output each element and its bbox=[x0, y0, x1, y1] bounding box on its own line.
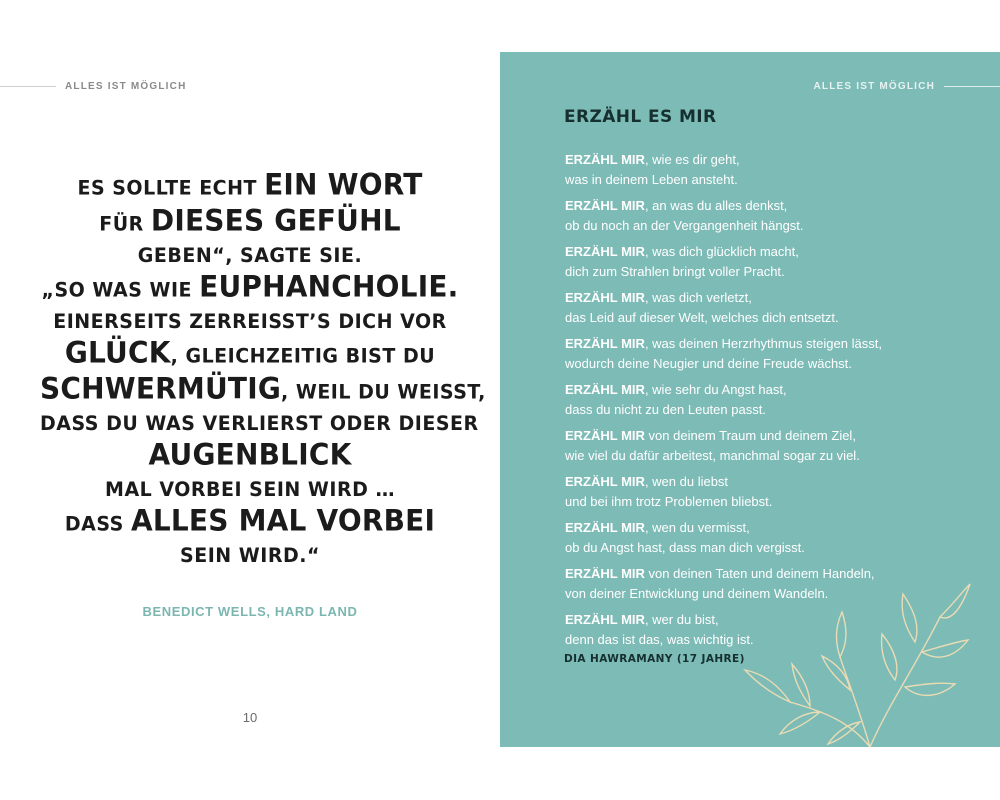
stanza-lead: ERZÄHL MIR bbox=[565, 198, 645, 213]
poem-stanza bbox=[565, 472, 975, 511]
leaf-branch-illustration bbox=[700, 572, 1000, 747]
poem-stanza bbox=[565, 518, 975, 557]
quote-line bbox=[40, 412, 479, 436]
quote-text: ES SOLLTE ECHT bbox=[77, 176, 265, 200]
quote-line bbox=[40, 480, 460, 500]
running-head: ALLES IST MÖGLICH bbox=[813, 81, 935, 92]
stanza-line-2: wodurch deine Neugier und deine Freude wächst. bbox=[565, 355, 852, 371]
stanza-line-2: denn das ist das, was wichtig ist. bbox=[565, 631, 754, 647]
stanza-lead: ERZÄHL MIR bbox=[565, 336, 645, 351]
stanza-line-1: , wie es dir geht, bbox=[644, 152, 740, 167]
poem-author: DIA HAWRAMANY (17 JAHRE) bbox=[564, 653, 745, 665]
quote-line bbox=[40, 335, 460, 371]
stanza-line-2: dass du nicht zu den Leuten passt. bbox=[565, 401, 766, 417]
stanza-line-2: von deiner Entwicklung und deinem Wandeln. bbox=[565, 585, 829, 601]
stanza-line-1: von deinen Taten und deinem Handeln, bbox=[644, 566, 875, 581]
quote-emphasis: EUPHANCHOLIE. bbox=[199, 269, 459, 304]
page-number: 10 bbox=[242, 710, 258, 725]
quote-line bbox=[40, 203, 460, 238]
stanza-line-1: , wen du vermisst, bbox=[644, 520, 750, 535]
quote-text: „SO WAS WIE bbox=[41, 278, 200, 302]
stanza-lead: ERZÄHL MIR bbox=[565, 428, 645, 443]
stanza-line-1: , was deinen Herzrhythmus steigen lässt, bbox=[644, 336, 882, 351]
stanza-line-2: ob du noch an der Vergangenheit hängst. bbox=[565, 217, 804, 233]
stanza-line-1: , wie sehr du Angst hast, bbox=[644, 382, 787, 397]
quote-emphasis: SCHWERMÜTIG bbox=[40, 371, 282, 406]
quote-line bbox=[40, 437, 460, 472]
quote-line bbox=[40, 167, 460, 203]
poem-stanza bbox=[565, 150, 975, 189]
stanza-line-2: wie viel du dafür arbeitest, manchmal sogar zu viel. bbox=[565, 447, 860, 463]
poem-title: ERZÄHL ES MIR bbox=[564, 107, 717, 127]
quote-line bbox=[40, 269, 460, 304]
stanza-line-1: , an was du alles denkst, bbox=[644, 198, 788, 213]
running-head-rule bbox=[944, 86, 1000, 87]
stanza-line-1: von deinem Traum und deinem Ziel, bbox=[644, 428, 856, 443]
poem-stanza bbox=[565, 242, 975, 281]
poem-stanza bbox=[565, 288, 975, 327]
stanza-lead: ERZÄHL MIR bbox=[565, 474, 645, 489]
stanza-line-2: das Leid auf dieser Welt, welches dich entsetzt. bbox=[565, 309, 839, 325]
quote-line bbox=[40, 246, 460, 266]
poem-stanza bbox=[565, 334, 975, 373]
running-head: ALLES IST MÖGLICH bbox=[65, 81, 187, 92]
stanza-lead: ERZÄHL MIR bbox=[565, 612, 645, 627]
quote-emphasis: ALLES MAL VORBEI bbox=[130, 503, 436, 539]
stanza-line-1: , was dich verletzt, bbox=[644, 290, 752, 305]
running-head-rule bbox=[0, 86, 56, 87]
quote-emphasis: AUGENBLICK bbox=[148, 437, 352, 472]
quote-text: GEBEN“, SAGTE SIE. bbox=[137, 244, 363, 268]
stanza-lead: ERZÄHL MIR bbox=[565, 152, 645, 167]
poem-stanza bbox=[565, 380, 975, 419]
stanza-line-2: und bei ihm trotz Problemen bliebst. bbox=[565, 493, 773, 509]
stanza-lead: ERZÄHL MIR bbox=[565, 382, 645, 397]
stanza-line-1: , wen du liebst bbox=[644, 474, 729, 489]
quote-emphasis: DIESES GEFÜHL bbox=[150, 203, 401, 238]
stanza-lead: ERZÄHL MIR bbox=[565, 520, 645, 535]
quote-block bbox=[40, 167, 486, 568]
quote-text: , GLEICHZEITIG BIST DU bbox=[170, 344, 436, 368]
quote-emphasis: EIN WORT bbox=[264, 167, 423, 203]
stanza-lead: ERZÄHL MIR bbox=[565, 290, 645, 305]
quote-text: FÜR bbox=[99, 212, 151, 236]
poem-stanza bbox=[565, 426, 975, 465]
stanza-line-1: , was dich glücklich macht, bbox=[644, 244, 799, 259]
quote-text: EINERSEITS ZERREISST’S DICH VOR bbox=[53, 310, 447, 334]
stanza-line-2: ob du Angst hast, dass man dich vergisst. bbox=[565, 539, 805, 555]
quote-line bbox=[40, 546, 460, 566]
quote-attribution: BENEDICT WELLS, HARD LAND bbox=[142, 604, 358, 619]
quote-line bbox=[40, 503, 460, 539]
poem-stanza bbox=[565, 196, 975, 235]
quote-text: SEIN WIRD.“ bbox=[180, 544, 320, 568]
quote-line bbox=[40, 371, 486, 406]
right-page bbox=[500, 52, 1000, 747]
stanza-line-1: , wer du bist, bbox=[644, 612, 719, 627]
stanza-line-2: was in deinem Leben ansteht. bbox=[565, 171, 738, 187]
quote-text: , WEIL DU WEISST, bbox=[281, 380, 486, 404]
quote-text: DASS DU WAS VERLIERST ODER DIESER bbox=[40, 412, 479, 436]
quote-text: MAL VORBEI SEIN WIRD … bbox=[105, 478, 395, 502]
quote-text: DASS bbox=[64, 512, 131, 536]
stanza-lead: ERZÄHL MIR bbox=[565, 244, 645, 259]
stanza-lead: ERZÄHL MIR bbox=[565, 566, 645, 581]
quote-emphasis: GLÜCK bbox=[64, 335, 171, 371]
stanza-line-2: dich zum Strahlen bringt voller Pracht. bbox=[565, 263, 785, 279]
quote-line bbox=[40, 312, 460, 332]
